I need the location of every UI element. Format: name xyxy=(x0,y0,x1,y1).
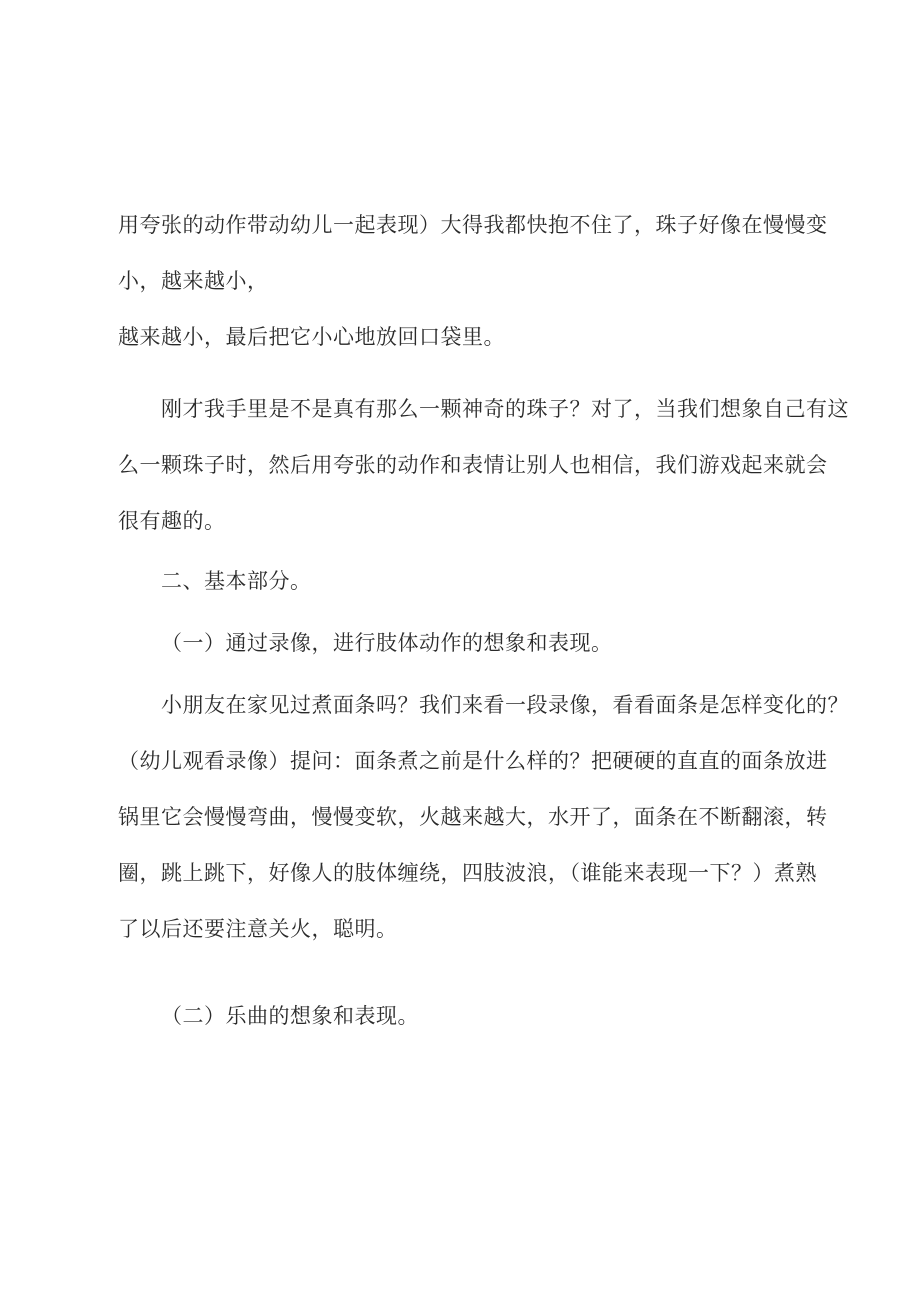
text-line: 越来越小，最后把它小心地放回口袋里。 xyxy=(118,325,505,349)
text-line: 锅里它会慢慢弯曲，慢慢变软，火越来越大，水开了，面条在不断翻滚，转 xyxy=(118,805,828,829)
text-line: 小朋友在家见过煮面条吗？我们来看一段录像，看看面条是怎样变化的？ xyxy=(161,693,849,717)
text-line: 刚才我手里是不是真有那么一颗神奇的珠子？对了，当我们想象自己有这 xyxy=(161,397,849,421)
text-line: 么一颗珠子时，然后用夸张的动作和表情让别人也相信，我们游戏起来就会 xyxy=(118,453,828,477)
text-line: 了以后还要注意关火，聪明。 xyxy=(118,917,398,941)
text-line: （幼儿观看录像）提问：面条煮之前是什么样的？把硬硬的直直的面条放进 xyxy=(118,749,828,773)
text-line: 用夸张的动作带动幼儿一起表现）大得我都快抱不住了，珠子好像在慢慢变 xyxy=(118,213,828,237)
text-line: 小，越来越小， xyxy=(118,269,269,293)
subsection-heading: （二）乐曲的想象和表现。 xyxy=(161,1004,419,1028)
text-line: 圈，跳上跳下，好像人的肢体缠绕，四肢波浪，（谁能来表现一下？）煮熟 xyxy=(118,861,817,885)
text-line: 很有趣的。 xyxy=(118,509,226,533)
subsection-heading: （一）通过录像，进行肢体动作的想象和表现。 xyxy=(161,631,613,655)
section-heading: 二、基本部分。 xyxy=(161,569,312,593)
